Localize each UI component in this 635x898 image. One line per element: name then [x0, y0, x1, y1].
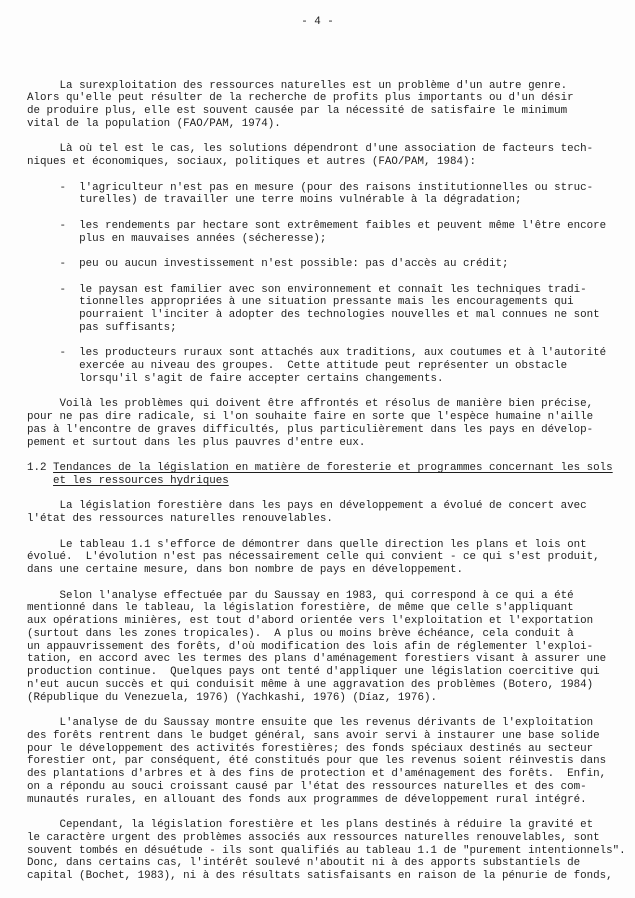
text-line: [27, 513, 635, 526]
paragraph: [27, 819, 635, 883]
text-line: [27, 347, 635, 360]
bullet-item: [27, 258, 635, 271]
text-line: [27, 437, 635, 450]
indent: [27, 717, 60, 729]
line-text: exercée au niveau des groupes. Cette attitude peut représenter un obstacle: [79, 360, 568, 373]
text-line: [27, 284, 635, 297]
blank-line: [27, 207, 635, 220]
text-line: [27, 105, 635, 118]
indent: [27, 539, 60, 551]
line-text: Alors qu'elle peut résulter de la recherche de profits plus importants ou d'un désir: [27, 92, 574, 105]
indent: [27, 373, 79, 385]
text-line: [27, 794, 635, 807]
line-text: Donc, dans certains cas, l'intérêt soulevé n'aboutit ni à des apports substantiels de: [27, 857, 581, 870]
indent: [27, 590, 60, 602]
text-line: [27, 679, 635, 692]
blank-line: [27, 806, 635, 819]
text-line: [27, 398, 635, 411]
line-text: peu ou aucun investissement n'est possible: pas d'accès au crédit;: [79, 258, 509, 271]
indent: [66, 258, 79, 270]
text-line: [27, 717, 635, 730]
bullet-dash-icon: -: [59, 181, 67, 194]
text-line: [27, 500, 635, 513]
bullet-dash-icon: -: [59, 347, 67, 360]
indent: [66, 182, 79, 194]
line-text: pas à l'encontre de graves difficultés, plus particulièrement dans les pays en dévelop-: [27, 423, 594, 436]
line-text: La surexploitation des ressources naturelles est un problème d'un autre genre.: [59, 79, 568, 92]
indent: [27, 819, 60, 831]
bullet-item: [27, 284, 635, 335]
text-line: [27, 819, 635, 832]
text-line: [27, 730, 635, 743]
text-line: [27, 411, 635, 424]
line-text: capital (Bochet, 1983), ni à des résultats satisfaisants en raison de la pénurie de fonds,: [27, 870, 613, 883]
blank-line: [27, 704, 635, 717]
line-text: des forêts rentrent dans le budget général, sans avoir servi à instaurer une base solide: [27, 729, 600, 742]
paragraph: [27, 143, 635, 169]
text-line: [27, 194, 635, 207]
section-number: 1.2: [27, 462, 47, 475]
line-text: on a répondu au souci croissant causé par l'état des ressources naturelles et des com-: [27, 780, 587, 793]
bullet-item: [27, 182, 635, 208]
paragraph: [27, 717, 635, 806]
text-line: [27, 781, 635, 794]
line-text: turelles) de travailler une terre moins vulnérable à la dégradation;: [79, 194, 522, 207]
line-text: aux opérations minières, est tout d'abord orientée vers l'exploitation et l'exportation: [27, 615, 594, 628]
line-text: le paysan est familier avec son environnement et connaît les techniques tradi-: [79, 283, 587, 296]
line-text: de produire plus, elle est souvent causée par la nécessité de satisfaire le minimum: [27, 105, 568, 118]
text-line: [27, 424, 635, 437]
section-heading: [27, 462, 635, 488]
blank-line: [27, 488, 635, 501]
text-line: [27, 296, 635, 309]
text-line: [27, 666, 635, 679]
blank-line: [27, 335, 635, 348]
blank-line: [27, 449, 635, 462]
blank-line: [27, 169, 635, 182]
text-line: [27, 590, 635, 603]
line-text: tation, en accord avec les termes des plans d'aménagement forestiers visant à assurer une: [27, 653, 607, 666]
text-line: [27, 602, 635, 615]
indent: [27, 398, 60, 410]
line-text: souvent tombés en désuétude - ils sont qualifiés au tableau 1.1 de "purement intentionnels".: [27, 844, 626, 857]
text-line: [27, 322, 635, 335]
indent: [27, 284, 60, 296]
text-line: [27, 309, 635, 322]
indent: [27, 309, 79, 321]
bullet-item: [27, 220, 635, 246]
paragraph: [27, 80, 635, 131]
line-text: pas suffisants;: [79, 321, 177, 334]
line-text: pour ne pas dire radicale, si l'on souhaite faire en sorte que l'espèce humaine n'aille: [27, 411, 594, 424]
text-line: [27, 564, 635, 577]
text-line: [27, 143, 635, 156]
document-body: [27, 80, 635, 883]
line-text: les rendements par hectare sont extrêmement faibles et peuvent même l'être encore: [79, 219, 607, 232]
line-text: pourraient l'inciter à adopter des technologies nouvelles et mal connues ne sont: [79, 309, 600, 322]
blank-line: [27, 131, 635, 144]
line-text: Selon l'analyse effectuée par du Saussay en 1983, qui correspond à ce qui a été: [59, 589, 574, 602]
text-line: [27, 615, 635, 628]
text-line: [27, 768, 635, 781]
indent: [27, 360, 79, 372]
section-title: Tendances de la législation en matière de foresterie et programmes concernant les sols: [53, 462, 613, 475]
text-line: [27, 653, 635, 666]
indent: [27, 80, 60, 92]
paragraph: [27, 539, 635, 577]
line-text: des plantations d'arbres et à des fins de protection et d'aménagement des forêts. Enfin,: [27, 768, 607, 781]
line-text: les producteurs ruraux sont attachés aux traditions, aux coutumes et à l'autorité: [79, 347, 607, 360]
text-line: [27, 628, 635, 641]
line-text: La législation forestière dans les pays en développement a évolué de concert avec: [59, 500, 587, 513]
text-line: [27, 373, 635, 386]
line-text: pement et surtout dans les plus pauvres d'entre eux.: [27, 436, 366, 449]
indent: [27, 143, 60, 155]
indent: [66, 220, 79, 232]
text-line: [27, 118, 635, 131]
indent: [27, 182, 60, 194]
line-text: le caractère urgent des problèmes associés aux ressources naturelles renouvelables, sont: [27, 831, 600, 844]
line-text: production continue. Quelques pays ont tenté d'appliquer une législation coercitive qui: [27, 666, 600, 679]
paragraph: [27, 500, 635, 526]
line-text: l'état des ressources naturelles renouvelables.: [27, 513, 333, 526]
line-text: dans une certaine mesure, dans bon nombre de pays en développement.: [27, 564, 463, 577]
line-text: un appauvrissement des forêts, d'où modification des lois afin de réglementer l'exploi-: [27, 640, 594, 653]
text-line: [27, 755, 635, 768]
line-text: (République du Venezuela, 1976) (Yachkashi, 1976) (Díaz, 1976).: [27, 691, 437, 704]
text-line: [27, 832, 635, 845]
bullet-dash-icon: -: [59, 258, 67, 271]
text-line: [27, 360, 635, 373]
indent: [27, 347, 60, 359]
text-line: [27, 233, 635, 246]
line-text: pour le développement des activités forestières; des fonds spéciaux destinés au secteur: [27, 742, 594, 755]
text-line: [27, 692, 635, 705]
line-text: L'analyse de du Saussay montre ensuite que les revenus dérivants de l'exploitation: [59, 717, 594, 730]
text-line: [27, 857, 635, 870]
text-line: [27, 92, 635, 105]
line-text: forestier ont, par conséquent, été constitués pour que les revenus soient réinvestis dans: [27, 755, 607, 768]
indent: [27, 220, 60, 232]
text-line: [27, 539, 635, 552]
text-line: [27, 551, 635, 564]
bullet-dash-icon: -: [59, 283, 67, 296]
indent: [27, 296, 79, 308]
blank-line: [27, 526, 635, 539]
line-text: Le tableau 1.1 s'efforce de démontrer dans quelle direction les plans et lois ont: [59, 538, 587, 551]
indent: [27, 258, 60, 270]
indent: [66, 347, 79, 359]
indent: [27, 194, 79, 206]
line-text: l'agriculteur n'est pas en mesure (pour des raisons institutionnelles ou struc-: [79, 181, 594, 194]
section-title: et les ressources hydriques: [53, 474, 229, 487]
line-text: Cependant, la législation forestière et les plans destinés à réduire la gravité et: [59, 819, 594, 832]
line-text: lorsqu'il s'agit de faire accepter certains changements.: [79, 372, 444, 385]
page-number: - 4 -: [301, 16, 334, 28]
text-line: [27, 80, 635, 93]
text-line: [27, 220, 635, 233]
bullet-item: [27, 347, 635, 385]
text-line: [27, 182, 635, 195]
paragraph: [27, 590, 635, 705]
line-text: munautés rurales, en allouant des fonds aux programmes de développement rural intégré.: [27, 793, 587, 806]
line-text: tionnelles appropriées à une situation pressante mais les encouragements qui: [79, 296, 574, 309]
indent: [27, 322, 79, 334]
text-line: [27, 743, 635, 756]
blank-line: [27, 577, 635, 590]
line-text: plus en mauvaises années (sécheresse);: [79, 232, 327, 245]
line-text: évolué. L'évolution n'est pas nécessairement celle qui convient - ce qui s'est produit,: [27, 551, 600, 564]
text-line: [27, 258, 635, 271]
line-text: mentionné dans le tableau, la législation forestière, de même que celle s'appliquant: [27, 602, 574, 615]
line-text: niques et économiques, sociaux, politiques et autres (FAO/PAM, 1984):: [27, 156, 477, 169]
blank-line: [27, 386, 635, 399]
indent: [27, 475, 53, 487]
paragraph: [27, 398, 635, 449]
blank-line: [27, 245, 635, 258]
line-text: (surtout dans les zones tropicales). A plus ou moins brève échéance, cela conduit à: [27, 627, 574, 640]
text-line: [27, 156, 635, 169]
text-line: [27, 462, 635, 475]
blank-line: [27, 271, 635, 284]
line-text: Là où tel est le cas, les solutions dépendront d'une association de facteurs tech-: [59, 143, 594, 156]
bullet-dash-icon: -: [59, 219, 67, 232]
indent: [27, 500, 60, 512]
line-text: n'eut aucun succès et qui conduisit même à une aggravation des problèmes (Botero, 1984): [27, 678, 594, 691]
text-line: [27, 641, 635, 654]
text-line: [27, 475, 635, 488]
line-text: Voilà les problèmes qui doivent être affrontés et résolus de manière bien précise,: [59, 398, 594, 411]
indent: [66, 284, 79, 296]
text-line: [27, 845, 635, 858]
text-line: [27, 870, 635, 883]
line-text: vital de la population (FAO/PAM, 1974).: [27, 117, 281, 130]
indent: [27, 233, 79, 245]
